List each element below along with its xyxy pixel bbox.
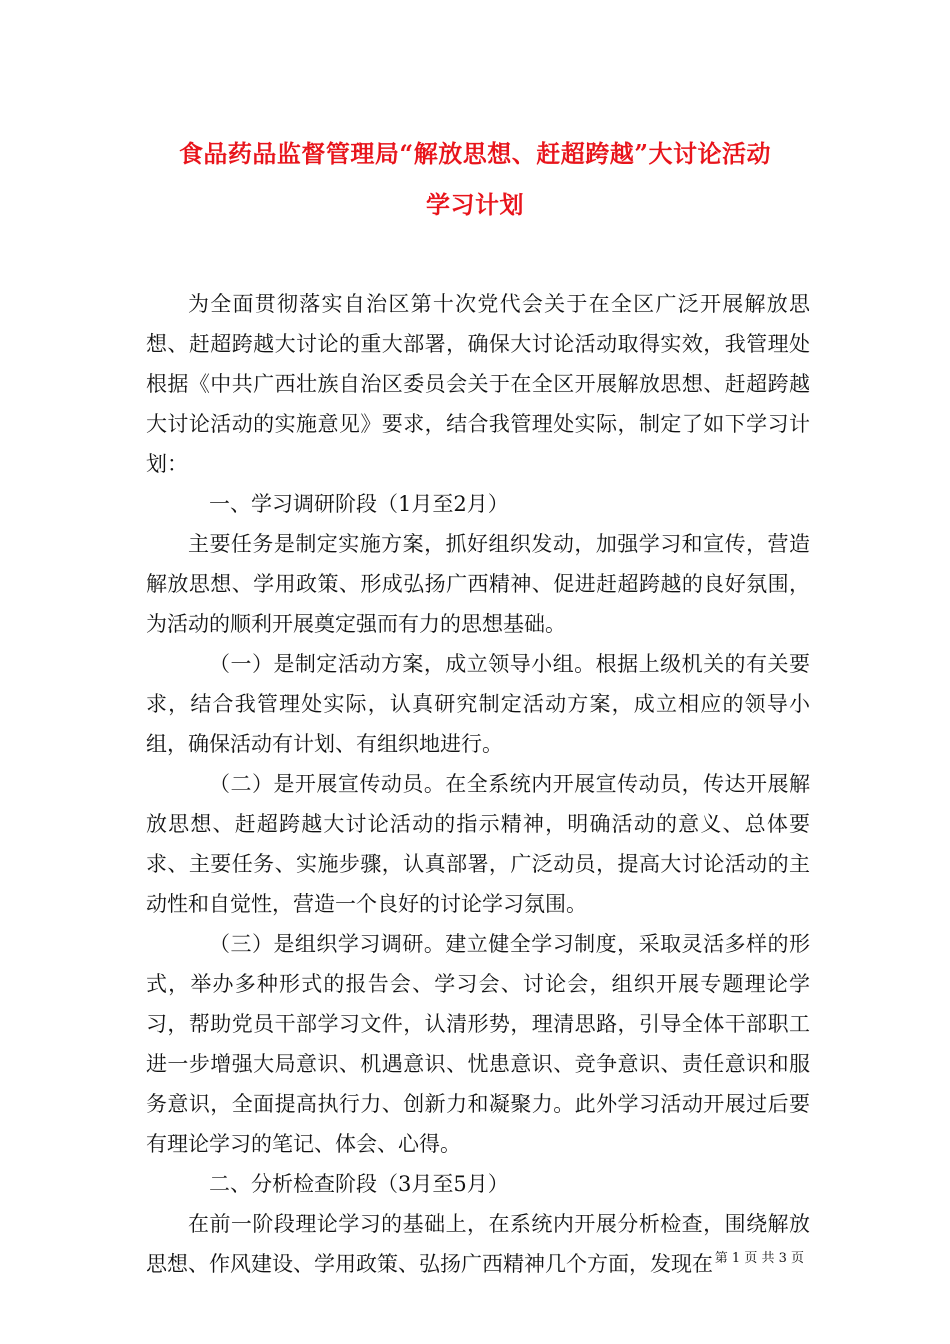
section-heading-1: 一、学习调研阶段（1月至2月） [209,492,509,516]
subsection-1-3-paragraph: （三）是组织学习调研。建立健全学习制度，采取灵活多样的形式，举办多种形式的报告会、学习会、讨论会，组织开展专题理论学习，帮助党员干部学习文件，认清形势，理清思路，引导全体干部职工进一步增强大局意识、机遇意识、忧患意识、竞争意识、责任意识和服务意识，全面提高执行力、创新力和凝聚力。此外学习活动开展过后要有理论学习的笔记、体会、心得。 [146,932,810,1156]
section-1-paragraph: 主要任务是制定实施方案，抓好组织发动，加强学习和宣传，营造解放思想、学用政策、形成弘扬广西精神、促进赶超跨越的良好氛围，为活动的顺利开展奠定强而有力的思想基础。 [146,532,810,636]
section-heading-2: 二、分析检查阶段（3月至5月） [209,1172,509,1196]
document-body [146,284,810,1284]
page-number: 第 1 页 共 3 页 [714,1251,804,1266]
section-2-paragraph: 在前一阶段理论学习的基础上，在系统内开展分析检查，围绕解放思想、作风建设、学用政策、弘扬广西精神几个方面，发现在 [146,1212,810,1276]
document-title-line-1: 食品药品监督管理局“解放思想、赶超跨越”大讨论活动 [178,139,772,168]
intro-paragraph: 为全面贯彻落实自治区第十次党代会关于在全区广泛开展解放思想、赶超跨越大讨论的重大部署，确保大讨论活动取得实效，我管理处根据《中共广西壮族自治区委员会关于在全区开展解放思想、赶超跨越大讨论活动的实施意见》要求，结合我管理处实际，制定了如下学习计划： [146,292,810,476]
subsection-1-2-paragraph: （二）是开展宣传动员。在全系统内开展宣传动员，传达开展解放思想、赶超跨越大讨论活动的指示精神，明确活动的意义、总体要求、主要任务、实施步骤，认真部署，广泛动员，提高大讨论活动的主动性和自觉性，营造一个良好的讨论学习氛围。 [146,772,810,916]
document-title-line-2: 学习计划 [426,190,524,219]
subsection-1-1-paragraph: （一）是制定活动方案，成立领导小组。根据上级机关的有关要求，结合我管理处实际，认真研究制定活动方案，成立相应的领导小组，确保活动有计划、有组织地进行。 [146,652,810,756]
